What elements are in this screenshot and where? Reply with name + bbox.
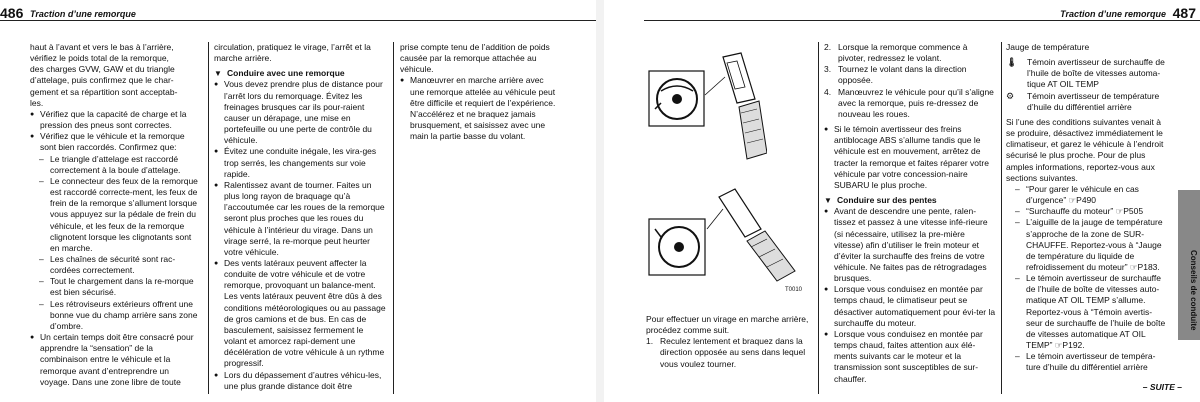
- continued-text: prise compte tenu de l’addition de poids causée par la remorque attachée au véhicule.: [400, 42, 550, 75]
- right-page: [604, 0, 1200, 402]
- right-header: [644, 5, 1200, 37]
- step-text: Lorsque la remorque commence à pivoter, redressez le volant.: [838, 42, 968, 64]
- bullet-item: ● Des vents latéraux peuvent affecter la conduite de votre véhicule et de votre remorque, provoquant un balance-ment. Les vents latéraux peuvent être dûs à des conditions météorologiques ou au passage de gros camions et de bus. En cas de basculement, saisissez fermement le volant et amorcez rapi-dement une décélération de votre véhicule à un rythme progressif.: [214, 258, 386, 370]
- section-heading: ▼ Conduire sur des pentes: [824, 195, 996, 206]
- intro-line: gement et sa répartition sont acceptab-: [30, 86, 178, 97]
- left-column-2: [214, 42, 386, 392]
- running-title: Traction d’une remorque: [1060, 9, 1166, 19]
- warning-text: Témoin avertisseur de température d’huile du différentiel arrière: [1027, 90, 1160, 112]
- bullet-item: ● Lorsque vous conduisez en montée par temps chaud, faites attention aux élé-ments suivants car le moteur et la transmission sont susceptibles de sur-chauffer.: [824, 329, 996, 385]
- bullet-item: ● Ralentissez avant de tourner. Faites un plus long rayon de braquage qu’à l’accoutumée car les roues de la remorque seront plus proches que les roues du véhicule à l’intérieur du virage. Dans un virage serré, la re-morque peut heurter votre véhicule.: [214, 180, 386, 258]
- intro-line: les.: [30, 97, 44, 108]
- at-oil-temp-icon: 🌡: [1006, 57, 1018, 68]
- dash-item: – “Pour garer le véhicule en cas d’urgence” ☞P490: [1006, 184, 1168, 206]
- intro-line: d’attelage, puis confirmez que le char-: [30, 75, 174, 86]
- warning-item: [1006, 91, 1168, 113]
- step-text: Reculez lentement et braquez dans la direction opposée au sens dans lequel vous voulez tourner.: [660, 336, 806, 369]
- paragraph: Si l’une des conditions suivantes venait à se produire, désactivez immédiatement le climatiseur, et garez le véhicule à l’endroit sécurisé le plus proche. Pour de plus amples informations, reportez-vous aux sections suivantes.: [1006, 116, 1164, 183]
- dash-item: – Le témoin avertisseur de tempéra-ture d’huile du différentiel arrière: [1006, 351, 1168, 373]
- dash-item: – Les rétroviseurs extérieurs offrent une bonne vue du champ arrière sans zone d’ombre.: [30, 299, 200, 332]
- diff-oil-temp-icon: ⚙: [1006, 90, 1015, 101]
- column-divider: [1001, 42, 1002, 394]
- intro-line: haut à l’avant et vers le bas à l’arrière,: [30, 42, 174, 52]
- step-item: 3. Tournez le volant dans la direction opposée.: [824, 64, 967, 86]
- step-item: 4. Manœuvrez le véhicule pour qu’il s’aligne avec la remorque, puis re-dressez de nouveau les roues.: [824, 86, 994, 119]
- page-gutter: [596, 0, 604, 402]
- warning-item: [1006, 57, 1168, 90]
- left-header: [0, 5, 596, 37]
- bullet-item: ● Vérifiez que le véhicule et la remorque sont bien raccordés. Confirmez que:: [30, 131, 200, 153]
- bullet-item: ● Vous devez prendre plus de distance pour l’arrêt lors du remorquage. Évitez les freinages brusques car ils pour-raient causer un dérapage, une mise en portefeuille ou une perte de contrôle du véhicule.: [214, 79, 386, 146]
- step-item: 1. Reculez lentement et braquez dans la direction opposée au sens dans lequel vous voulez tourner.: [646, 336, 806, 369]
- continued-marker: – SUITE –: [1142, 382, 1182, 392]
- section-tab-label: Conseils de conduite: [1189, 250, 1198, 331]
- intro-line: vérifiez le poids total de la remorque,: [30, 53, 169, 64]
- column-divider: [818, 42, 819, 394]
- bullet-item: ● Manœuvrer en marche arrière avec une remorque attelée au véhicule peut être difficile et requiert de l’expérience. N’accélérez et ne braquez jamais brusquement, et saisissez avec une main la partie basse du volant.: [400, 75, 560, 142]
- reversing-figure-2: [646, 186, 803, 298]
- intro-line: des charges GVW, GAW et du triangle: [30, 64, 175, 75]
- dash-item: – Le triangle d’attelage est raccordé correctement à la boule d’attelage.: [30, 154, 200, 176]
- dash-item: – Le connecteur des feux de la remorque est raccordé correcte-ment, les feux de frein de la remorque s’allument lorsque vous appuyez sur la pédale de frein du véhicule, et les feux de la remorque clignotent lorsque les clignotants sont en marche.: [30, 176, 200, 254]
- step-item: 2. Lorsque la remorque commence à pivoter, redressez le volant.: [824, 42, 968, 64]
- dash-item: – “Surchauffe du moteur” ☞P505: [1006, 206, 1168, 217]
- section-heading: ▼ Conduire avec une remorque: [214, 68, 386, 79]
- bullet-item: ● Lors du dépassement d’autres véhicu-les, une plus grande distance doit être: [214, 370, 386, 392]
- column-divider: [208, 42, 209, 394]
- reversing-figure-1: [646, 50, 768, 164]
- right-column-2: [824, 42, 996, 385]
- dash-item: – Le témoin avertisseur de surchauffe de l’huile de boîte de vitesses auto-matique AT OIL TEMP s’allume. Reportez-vous à “Témoin avertis-seur de surchauffe de l’huile de boîte de vitesses automatique AT OIL TEMP” ☞P192.: [1006, 273, 1168, 351]
- gauge-title: Jauge de température: [1006, 42, 1090, 52]
- dash-item: – Les chaînes de sécurité sont rac-cordées correctement.: [30, 254, 200, 276]
- left-column-1: [30, 42, 200, 388]
- continued-text: circulation, pratiquez le virage, l’arrêt et la marche arrière.: [214, 42, 371, 64]
- page-number: 487: [1172, 5, 1196, 21]
- bullet-item: ● Lorsque vous conduisez en montée par temps chaud, le climatiseur peut se désactiver automatiquement pour évi-ter la surchauffe du moteur.: [824, 284, 996, 329]
- bullet-item: ● Un certain temps doit être consacré pour apprendre la “sensation” de la combinaison entre le véhicule et la remorque avant d’entreprendre un voyage. Dans une zone libre de toute: [30, 332, 200, 388]
- bullet-item: ● Évitez une conduite inégale, les vira-ges trop serrés, les changements sur voie rapide.: [214, 146, 386, 179]
- figure-reference: T0010: [785, 287, 803, 293]
- right-column-3: [1006, 42, 1168, 374]
- running-title: Traction d’une remorque: [30, 9, 136, 19]
- left-column-3: [400, 42, 560, 142]
- column-divider: [393, 42, 394, 394]
- reversing-diagram-2: [647, 187, 797, 297]
- warning-text: Témoin avertisseur de surchauffe de l’huile de boîte de vitesses automa-tique AT OIL TEMP: [1027, 57, 1165, 90]
- dash-item: – Tout le chargement dans la re-morque est bien sécurisé.: [30, 276, 200, 298]
- bullet-item: ● Vérifiez que la capacité de charge et la pression des pneus sont correctes.: [30, 109, 200, 131]
- right-column-1: [646, 314, 814, 370]
- page-number: 486: [0, 5, 24, 21]
- step-text: Tournez le volant dans la direction opposée.: [838, 64, 967, 86]
- figure-caption: Pour effectuer un virage en marche arrière, procédez comme suit.: [646, 314, 809, 336]
- reversing-diagram-1: [647, 51, 767, 163]
- step-text: Manœuvrez le véhicule pour qu’il s’aligne avec la remorque, puis re-dressez de nouveau les roues.: [838, 86, 994, 119]
- left-page: [0, 0, 596, 402]
- bullet-item: ● Si le témoin avertisseur des freins antiblocage ABS s’allume tandis que le véhicule est en mouvement, arrêtez de tracter la remorque et faites réparer votre véhicule par votre concession-naire SUBARU le plus proche.: [824, 124, 996, 191]
- bullet-item: ● Avant de descendre une pente, ralen-tissez et passez à une vitesse infé-rieure (si nécessaire, utilisez la pre-mière vitesse) afin d’utiliser le frein moteur et d’éviter la surchauffe des freins de votre véhicule. Ne faites pas de rétrogradages brusques.: [824, 206, 996, 284]
- dash-item: – L’aiguille de la jauge de température s’approche de la zone de SUR-CHAUFFE. Reportez-vous à “Jauge de température du liquide de refroidissement du moteur” ☞P183.: [1006, 217, 1168, 273]
